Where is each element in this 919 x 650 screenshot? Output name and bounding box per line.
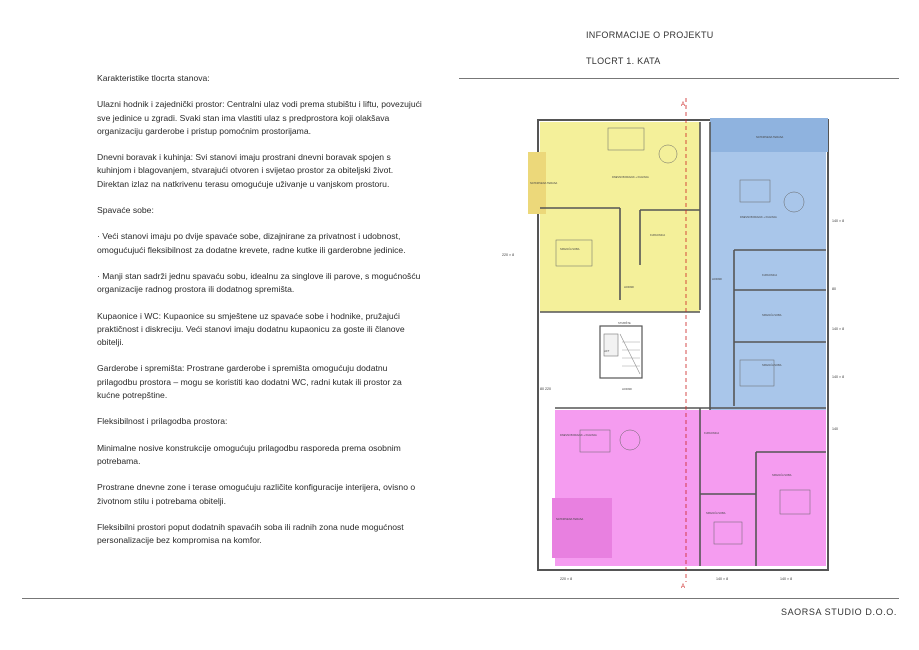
label-blue-hall: HODNIK: [712, 278, 723, 281]
unit-blue-bedroom1: [736, 296, 824, 340]
project-info-title: INFORMACIJE O PROJEKTU: [586, 30, 714, 40]
label-blue-bedroom2: SPAVAĆA SOBA: [762, 364, 782, 367]
label-yellow-living: DNEVNI BORAVAK + KUHINJA: [612, 176, 649, 179]
paragraph-terraces: Prostrane dnevne zone i terase omogućuju različite konfiguracije interijera, ovisno o životnom stilu i potrebama obitelji.: [97, 482, 416, 506]
label-core-stair: STUBIŠTE: [618, 322, 631, 325]
label-yellow-hall: HODNIK: [624, 286, 635, 289]
unit-yellow-bathroom: [640, 222, 680, 260]
paragraph-bathrooms: Kupaonice i WC: Kupaonice su smještene uz spavaće sobe i hodnike, pružajući praktičnost i diskreciju. Veći stanovi imaju dodatnu kupaonicu za goste ili članove obitelji.: [97, 310, 405, 348]
unit-pink-bedroom1: [700, 500, 756, 566]
unit-blue-terrace: [710, 118, 828, 152]
paragraph-entrance: Ulazni hodnik i zajednički prostor: Centralni ulaz vodi prema stubištu i liftu, povezujući sve jedinice u zgradi. Svaki stan ima vlastiti ulaz s predprostora koji olakšava organizaciju garderobe i pristup pomoćnim prostorijama.: [97, 99, 422, 136]
dimension-d8: 140 × 8: [780, 577, 793, 581]
dimension-d2: 140 × 8: [832, 219, 845, 223]
dimension-d6: 220 × 8: [560, 577, 573, 581]
dimension-d9: 80: [832, 287, 836, 291]
label-blue-bath: KUPAONICA: [762, 274, 778, 277]
section-marker-top: A: [681, 102, 686, 108]
label-blue-bedroom1: SPAVAĆA SOBA: [762, 314, 782, 317]
unit-yellow-bedroom: [546, 222, 616, 290]
label-yellow-bedroom: SPAVAĆA SOBA: [560, 248, 580, 251]
header-divider: [459, 78, 899, 79]
floor-plan-subtitle: TLOCRT 1. KATA: [586, 56, 661, 66]
paragraph-structure: Minimalne nosive konstrukcije omogućuju prilagodbu rasporeda prema osobnim potrebama.: [97, 442, 401, 466]
label-pink-bath: KUPAONICA: [704, 432, 720, 435]
company-name: SAORSA STUDIO D.O.O.: [780, 607, 897, 617]
label-yellow-bath: KUPAONICA: [650, 234, 666, 237]
label-blue-terrace: NATKRIVENA TERASA: [756, 136, 784, 139]
label-pink-terrace: NATKRIVENA TERASA: [556, 518, 584, 521]
description-column: [97, 72, 422, 560]
dimension-d10: 140: [832, 427, 838, 431]
unit-pink-bathroom: [700, 410, 740, 444]
paragraph-intro: Karakteristike tlocrta stanova:: [97, 73, 210, 83]
label-pink-bedroom2: SPAVAĆA SOBA: [772, 474, 792, 477]
dimension-d4: 140 × 8: [832, 375, 845, 379]
label-core-corridor: HODNIK: [622, 388, 633, 391]
label-pink-living: DNEVNI BORAVAK + KUHINJA: [560, 434, 597, 437]
paragraph-flexibility-heading: Fleksibilnost i prilagodba prostora:: [97, 416, 228, 427]
floor-plan-drawing: [500, 90, 860, 590]
unit-pink-terrace: [552, 498, 612, 558]
unit-blue-bedroom2: [736, 346, 824, 406]
section-marker-bottom: A: [681, 584, 686, 590]
dimension-d5: 80 220: [540, 387, 551, 391]
paragraph-storage: Garderobe i spremišta: Prostrane garderobe i spremišta omogućuju dodatnu prilagodbu prostora – mogu se koristiti kao dodatni WC, radni kutak ili prostor za kućne potrepštine.: [97, 363, 402, 401]
footer-divider: [22, 598, 899, 599]
paragraph-bedrooms-heading: Spavaće sobe:: [97, 205, 154, 216]
dimension-d1: 220 × 8: [502, 253, 515, 257]
paragraph-personalization: Fleksibilni prostori poput dodatnih spavaćih soba ili radnih zona nude mogućnost personalizacije bez kompromisa na komfor.: [97, 521, 404, 546]
unit-blue-bathroom: [736, 260, 792, 284]
paragraph-bedrooms-large: · Veći stanovi imaju po dvije spavaće sobe, dizajnirane za privatnost i udobnost, omogućujući fleksibilnost za dodatne krevete, radne kutke ili garderobne jedinice.: [97, 231, 406, 255]
dimension-d3: 140 × 8: [832, 327, 845, 331]
paragraph-bedrooms-small: · Manji stan sadrži jednu spavaću sobu, idealnu za singlove ili parove, s mogućnošću organizacije radnog prostora ili dodatnog spremišta.: [97, 270, 421, 295]
label-blue-living: DNEVNI BORAVAK + KUHINJA: [740, 216, 777, 219]
label-yellow-terrace: NATKRIVENA TERASA: [530, 182, 558, 185]
label-core-lift: LIFT: [604, 350, 610, 353]
paragraph-living: Dnevni boravak i kuhinja: Svi stanovi imaju prostrani dnevni boravak spojen s kuhinjom i blagovanjem, stvarajući otvoren i svijetao prostor za obiteljski život. Direktan izlaz na natkrivenu terasu omogućuje uživanje u vanjskom prostoru.: [97, 152, 394, 189]
dimension-d7: 140 × 8: [716, 577, 729, 581]
label-pink-bedroom1: SPAVAĆA SOBA: [706, 512, 726, 515]
